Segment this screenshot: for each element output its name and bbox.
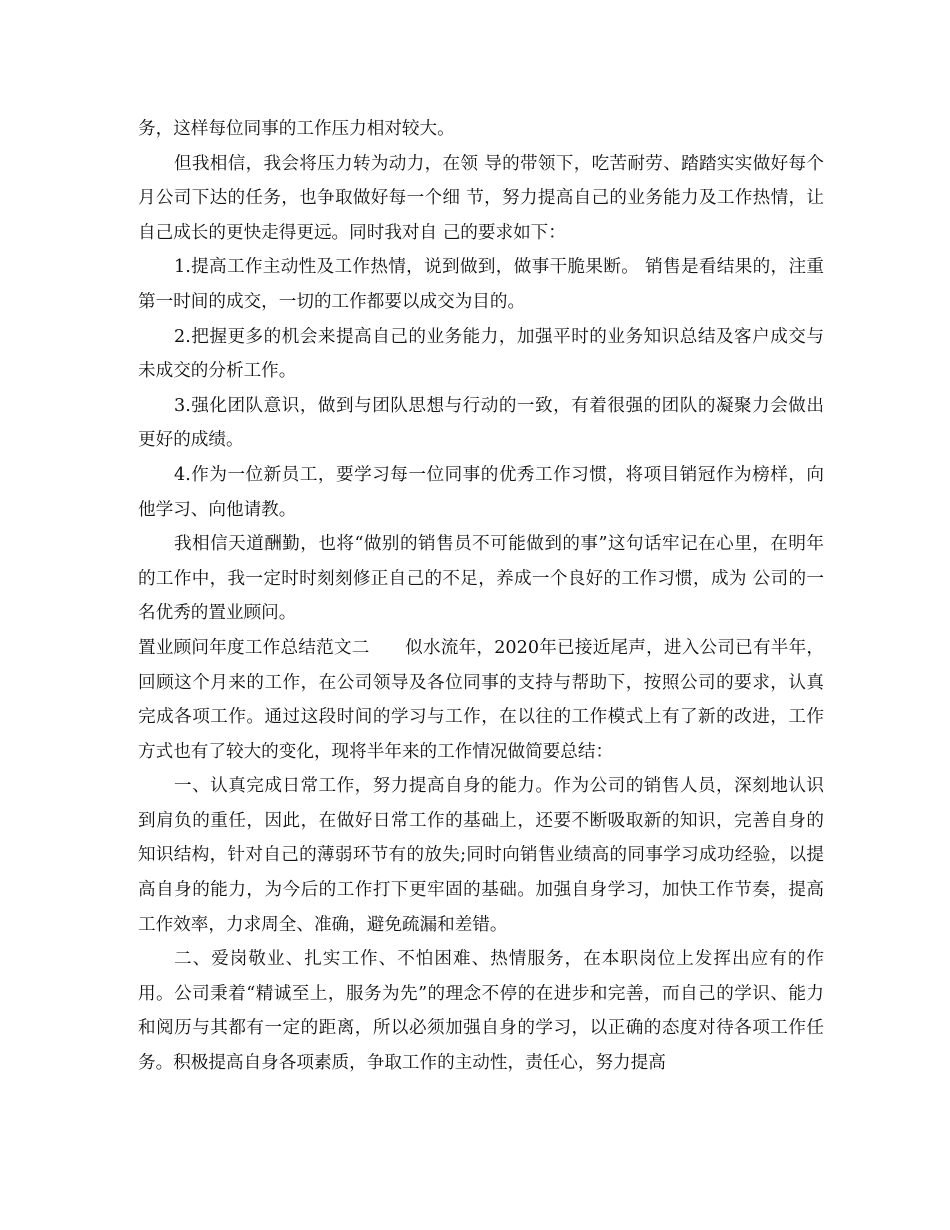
paragraph-continuation: 务，这样每位同事的工作压力相对较大。 (138, 119, 455, 139)
document-body (138, 112, 830, 1081)
list-item-4: 4.作为一位新员工，要学习每一位同事的优秀工作习惯，将项目销冠作为榜样，向他学习、向他请教。 (138, 464, 824, 520)
paragraph-belief: 但我相信，我会将压力转为动力，在领 导的带领下，吃苦耐劳、踏踏实实做好每个月公司下达的任务，也争取做好每一个细 节，努力提高自己的业务能力及工作热情，让自己成长的更快走得更远。同时我对自 己的要求如下： (138, 153, 824, 243)
section-heading-paragraph: 置业顾问年度工作总结范文二 似水流年，2020年已接近尾声，进入公司已有半年，回顾这个月来的工作，在公司领导及各位同事的支持与帮助下，按照公司的要求，认真完成各项工作。通过这段时间的学习与工作，在以往的工作模式上有了新的改进，工作方式也有了较大的变化，现将半年来的工作情况做简要总结： (138, 637, 824, 762)
paragraph-point-one: 一、认真完成日常工作，努力提高自身的能力。作为公司的销售人员，深刻地认识到肩负的重任，因此，在做好日常工作的基础上，还要不断吸取新的知识，完善自身的知识结构，针对自己的薄弱环节有的放失;同时向销售业绩高的同事学习成功经验，以提高自身的能力，为今后的工作打下更牢固的基础。加强自身学习，加快工作节奏，提高工作效率，力求周全、准确，避免疏漏和差错。 (138, 776, 824, 935)
paragraph-point-two: 二、爱岗敬业、扎实工作、不怕困难、热情服务，在本职岗位上发挥出应有的作用。公司秉着“精诚至上，服务为先”的理念不停的在进步和完善，而自己的学识、能力和阅历与其都有一定的距离，所以必须加强自身的学习，以正确的态度对待各项工作任务。积极提高自身各项素质，争取工作的主动性，责任心，努力提高 (138, 949, 824, 1074)
list-item-2: 2.把握更多的机会来提高自己的业务能力，加强平时的业务知识总结及客户成交与 未成交的分析工作。 (138, 326, 830, 382)
list-item-3: 3.强化团队意识，做到与团队思想与行动的一致，有着很强的团队的凝聚力会做出 更好的成绩。 (138, 395, 830, 451)
list-item-1: 1.提高工作主动性及工作热情，说到做到，做事干脆果断。 销售是看结果的，注重第一时间的成交，一切的工作都要以成交为目的。 (138, 257, 824, 312)
paragraph-commitment: 我相信天道酬勤，也将“做别的销售员不可能做到的事”这句话牢记在心里，在明年的工作中，我一定时时刻刻修正自己的不足，养成一个良好的工作习惯，成为 公司的一名优秀的置业顾问。 (138, 534, 824, 624)
